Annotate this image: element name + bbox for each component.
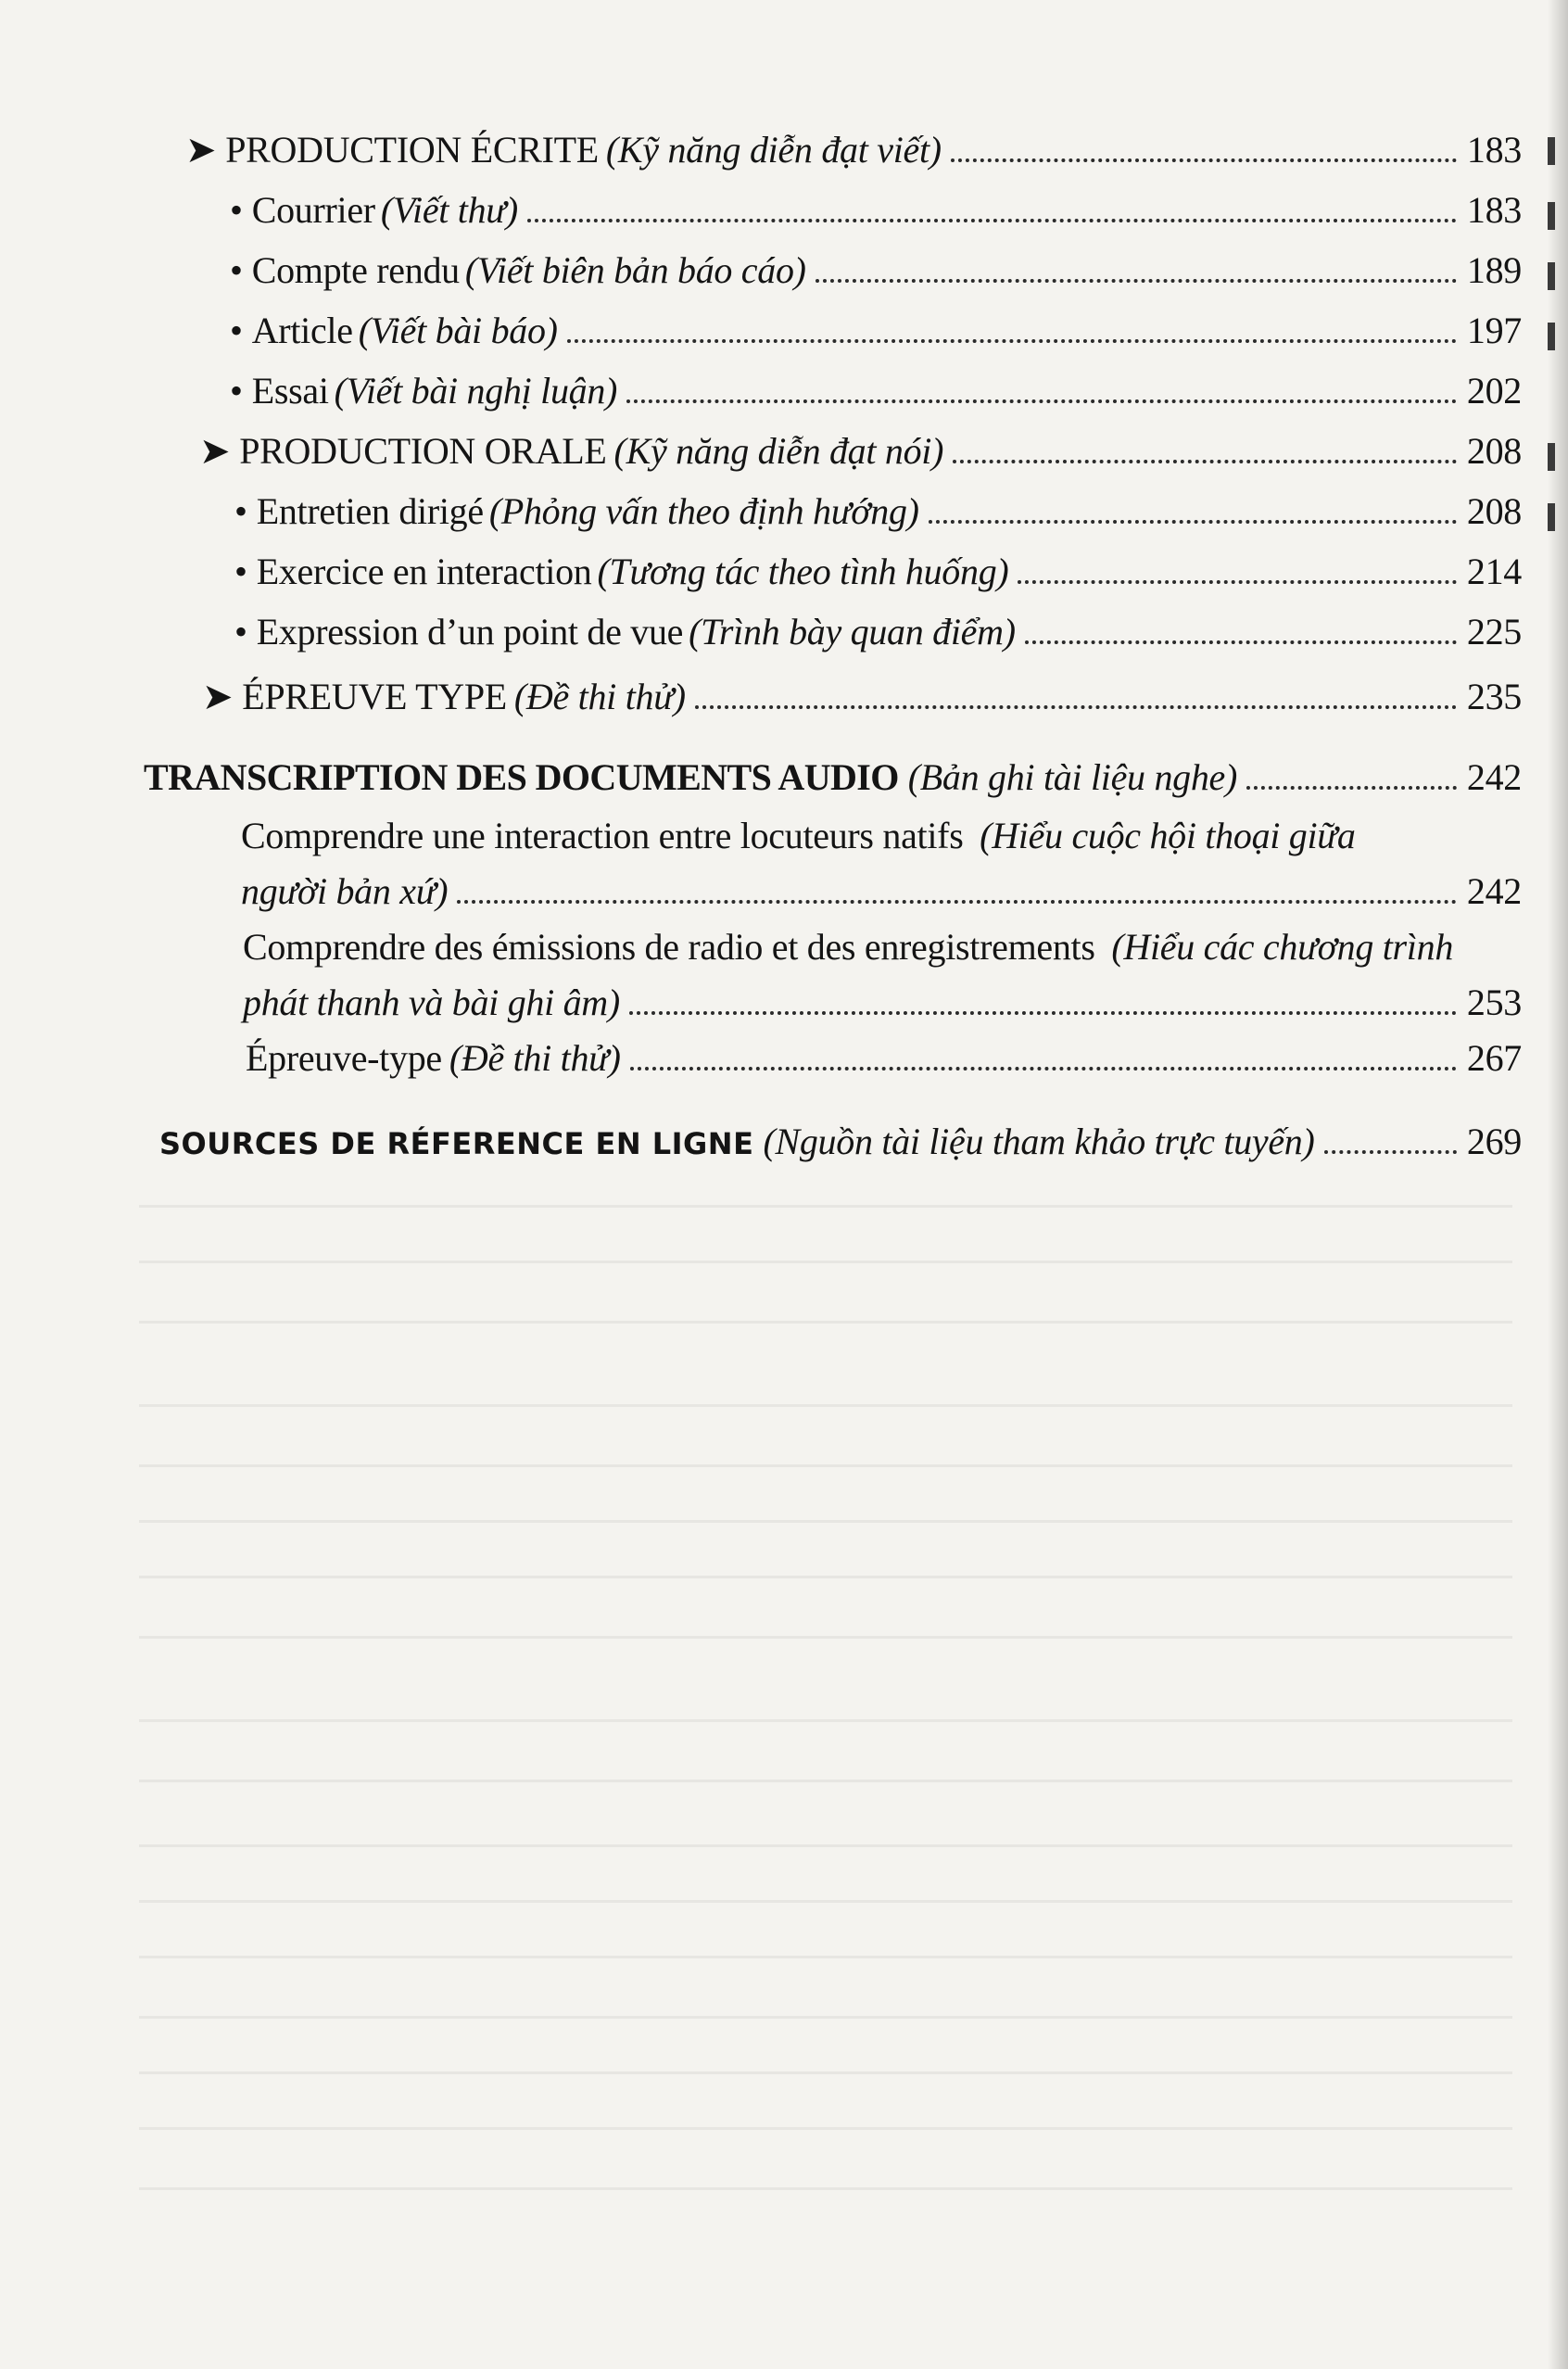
bullet-icon: • xyxy=(230,310,243,351)
dot-leader xyxy=(1025,640,1457,644)
dot-leader xyxy=(626,399,1457,403)
bullet-icon: • xyxy=(234,490,247,532)
edge-tab-mark xyxy=(1548,503,1555,531)
toc-subtitle: (Hiểu các chương trình xyxy=(1111,926,1454,968)
show-through-line xyxy=(139,2187,1512,2190)
toc-page-number: 208 xyxy=(1466,430,1522,472)
show-through-line xyxy=(139,1464,1512,1467)
show-through-line xyxy=(139,1576,1512,1578)
toc-title: Épreuve-type xyxy=(246,1037,442,1079)
toc-title: Comprendre des émissions de radio et des enregistrements xyxy=(243,926,1095,968)
toc-title: TRANSCRIPTION DES DOCUMENTS AUDIO xyxy=(144,756,899,798)
toc-page-number: 253 xyxy=(1466,982,1522,1023)
show-through-line xyxy=(139,1844,1512,1847)
dot-leader xyxy=(567,339,1457,343)
toc-title: PRODUCTION ORALE xyxy=(239,430,607,472)
toc-subtitle: (Phỏng vấn theo định hướng) xyxy=(488,490,919,532)
toc-page-number: 242 xyxy=(1466,756,1522,798)
toc-item-compte-rendu xyxy=(230,248,1522,292)
toc-item-interaction-line2 xyxy=(241,869,1522,913)
toc-item-article xyxy=(230,309,1522,352)
toc-item-courrier xyxy=(230,188,1522,232)
dot-leader xyxy=(1324,1150,1458,1154)
edge-tab-mark xyxy=(1548,262,1555,290)
show-through-line xyxy=(139,1636,1512,1639)
toc-item-essai xyxy=(230,369,1522,412)
toc-section-production-orale xyxy=(199,429,1522,473)
page-edge-shadow xyxy=(1548,0,1568,2369)
toc-item-emissions-line1 xyxy=(243,925,1453,969)
toc-subtitle: (Đề thi thử) xyxy=(449,1037,621,1079)
toc-subtitle: phát thanh và bài ghi âm) xyxy=(243,982,620,1023)
toc-title: Exercice en interaction xyxy=(256,551,592,592)
toc-page-number: 202 xyxy=(1466,370,1522,412)
toc-item-emissions-line2 xyxy=(243,981,1522,1024)
edge-tab-mark xyxy=(1548,202,1555,230)
show-through-line xyxy=(139,2071,1512,2074)
arrow-marker-icon: ➤ xyxy=(199,430,231,472)
edge-tab-mark xyxy=(1548,443,1555,471)
show-through-line xyxy=(139,1719,1512,1722)
toc-title: Essai xyxy=(251,370,329,412)
toc-item-epreuve-type-audio xyxy=(246,1036,1522,1080)
toc-title: Courrier xyxy=(251,189,375,231)
toc-item-expression-point-de-vue xyxy=(234,610,1522,653)
toc-subtitle: người bản xứ) xyxy=(241,870,449,912)
edge-tab-mark xyxy=(1548,323,1555,350)
toc-title: Comprendre une interaction entre locuteurs natifs xyxy=(241,815,964,856)
toc-page-number: 197 xyxy=(1466,310,1522,351)
toc-section-sources xyxy=(159,1120,1522,1163)
bullet-icon: • xyxy=(234,611,247,652)
dot-leader xyxy=(816,279,1457,283)
toc-subtitle: (Trình bày quan điểm) xyxy=(689,611,1016,652)
toc-subtitle: (Kỹ năng diễn đạt nói) xyxy=(613,430,944,472)
dot-leader xyxy=(457,900,1457,904)
toc-page-number: 242 xyxy=(1466,870,1522,912)
dot-leader xyxy=(1246,786,1457,790)
show-through-line xyxy=(139,1956,1512,1958)
toc-page-number: 208 xyxy=(1466,490,1522,532)
dot-leader xyxy=(695,705,1457,709)
toc-subtitle: (Viết bài báo) xyxy=(358,310,558,351)
toc-section-production-ecrite xyxy=(185,128,1522,171)
show-through-line xyxy=(139,1780,1512,1782)
toc-subtitle: (Viết thư) xyxy=(380,189,518,231)
dot-leader xyxy=(953,460,1457,463)
toc-subtitle: (Tương tác theo tình huống) xyxy=(597,551,1009,592)
toc-page-number: 214 xyxy=(1466,551,1522,592)
dot-leader xyxy=(1018,580,1457,584)
arrow-marker-icon: ➤ xyxy=(185,129,217,171)
toc-section-epreuve-type xyxy=(202,675,1522,718)
show-through-line xyxy=(139,2016,1512,2019)
dot-leader xyxy=(630,1067,1457,1070)
toc-item-interaction-line1 xyxy=(241,814,1356,857)
toc-subtitle: (Nguồn tài liệu tham khảo trực tuyến) xyxy=(763,1121,1315,1162)
toc-page-number: 267 xyxy=(1466,1037,1522,1079)
toc-subtitle: (Bản ghi tài liệu nghe) xyxy=(907,756,1238,798)
toc-page-number: 183 xyxy=(1466,189,1522,231)
edge-tab-mark xyxy=(1548,137,1555,165)
show-through-line xyxy=(139,1404,1512,1407)
dot-leader xyxy=(929,520,1457,524)
toc-item-entretien-dirige xyxy=(234,489,1522,533)
toc-subtitle: (Hiểu cuộc hội thoại giữa xyxy=(980,815,1356,856)
show-through-line xyxy=(139,1520,1512,1523)
toc-page-number: 183 xyxy=(1466,129,1522,171)
toc-title: Compte rendu xyxy=(251,249,460,291)
toc-subtitle: (Viết bài nghị luận) xyxy=(334,370,618,412)
dot-leader xyxy=(629,1011,1457,1015)
bullet-icon: • xyxy=(230,189,243,231)
toc-title: Entretien dirigé xyxy=(256,490,484,532)
dot-leader xyxy=(951,158,1457,162)
bullet-icon: • xyxy=(230,370,243,412)
toc-subtitle: (Kỹ năng diễn đạt viết) xyxy=(605,129,942,171)
bullet-icon: • xyxy=(230,249,243,291)
toc-page-number: 235 xyxy=(1466,676,1522,717)
toc-page-number: 269 xyxy=(1466,1121,1522,1162)
toc-title: Article xyxy=(251,310,353,351)
toc-title: PRODUCTION ÉCRITE xyxy=(225,129,599,171)
toc-title: SOURCES DE RÉFERENCE EN LIGNE xyxy=(159,1126,754,1161)
show-through-line xyxy=(139,1205,1512,1208)
toc-title: Expression d’un point de vue xyxy=(256,611,684,652)
toc-item-exercice-en-interaction xyxy=(234,550,1522,593)
toc-title: ÉPREUVE TYPE xyxy=(242,676,507,717)
toc-page-number: 189 xyxy=(1466,249,1522,291)
toc-subtitle: (Đề thi thử) xyxy=(513,676,686,717)
show-through-line xyxy=(139,1900,1512,1903)
toc-subtitle: (Viết biên bản báo cáo) xyxy=(464,249,806,291)
toc-page-number: 225 xyxy=(1466,611,1522,652)
bullet-icon: • xyxy=(234,551,247,592)
arrow-marker-icon: ➤ xyxy=(202,676,234,717)
dot-leader xyxy=(527,219,1457,222)
toc-section-transcription xyxy=(144,755,1522,799)
show-through-line xyxy=(139,1321,1512,1324)
show-through-line xyxy=(139,2127,1512,2130)
show-through-line xyxy=(139,1261,1512,1263)
